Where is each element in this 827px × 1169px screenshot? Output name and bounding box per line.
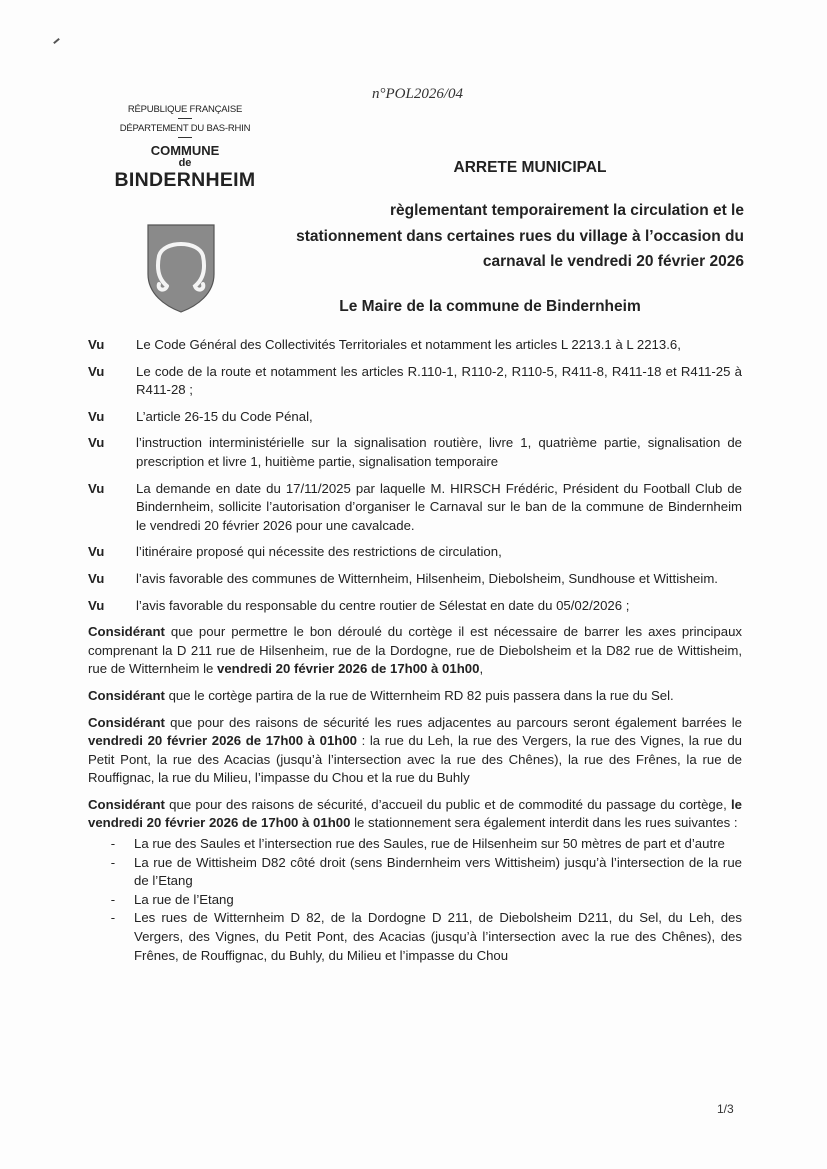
vu-label: Vu <box>88 435 105 451</box>
bullet: - <box>110 891 116 907</box>
considerant-date: vendredi 20 février 2026 de 17h00 à 01h00 <box>88 733 358 749</box>
considerant-text: que pour des raisons de sécurité, d’accueil du public et de commodité du passage du cortège, <box>164 796 731 812</box>
authority-heading: Le Maire de la commune de Bindernheim <box>339 298 641 315</box>
vu-label: Vu <box>88 363 105 379</box>
document-title: ARRETE MUNICIPAL <box>453 159 607 176</box>
considerant-label: Considérant <box>88 714 165 730</box>
vu-item <box>88 597 742 616</box>
considerant-paragraph <box>88 623 742 679</box>
reference-number: n°POL2026/04 <box>372 86 464 102</box>
vu-item <box>88 336 742 355</box>
vu-text: l’avis favorable des communes de Witternheim, Hilsenheim, Diebolsheim, Sundhouse et Wittisheim. <box>136 570 718 586</box>
page-number: 1/3 <box>717 1102 734 1116</box>
considerant-label: Considérant <box>88 687 165 703</box>
divider <box>178 137 192 138</box>
commune-header <box>90 104 280 191</box>
parking-ban-list <box>88 835 742 965</box>
commune-name: BINDERNHEIM <box>114 169 256 191</box>
vu-label: Vu <box>88 480 105 496</box>
list-item-text: La rue de Wittisheim D82 côté droit (sens Bindernheim vers Wittisheim) jusqu’à l’intersection de la rue de l’Etang <box>134 854 742 889</box>
vu-label: Vu <box>88 337 105 352</box>
document-body <box>88 336 742 965</box>
vu-item <box>88 480 742 536</box>
scan-artifact <box>53 38 60 44</box>
department-label: DÉPARTEMENT DU BAS-RHIN <box>119 123 251 134</box>
considerant-paragraph <box>88 687 742 706</box>
considerant-paragraph <box>88 796 742 833</box>
list-item <box>88 891 742 910</box>
list-item <box>88 854 742 891</box>
vu-item <box>88 570 742 589</box>
vu-label: Vu <box>88 408 105 424</box>
vu-item <box>88 408 742 427</box>
considerant-label: Considérant <box>88 624 165 640</box>
vu-label: Vu <box>88 570 105 586</box>
vu-label: Vu <box>88 597 105 613</box>
commune-de: de <box>178 157 192 169</box>
list-item <box>88 835 742 854</box>
considerant-date: le vendredi 20 février 2026 de 17h00 à 01h00 <box>88 796 742 831</box>
vu-text: L’article 26-15 du Code Pénal, <box>136 408 313 424</box>
vu-text: Le Code Général des Collectivités Territoriales et notamment les articles L 2213.1 à L 2213.6, <box>136 337 681 352</box>
commune-label: COMMUNE <box>150 143 220 158</box>
bullet: - <box>110 854 116 870</box>
considerant-text: , <box>479 661 484 677</box>
list-item-text: La rue de l’Etang <box>134 891 234 907</box>
list-item-text: Les rues de Witternheim D 82, de la Dordogne D 211, de Diebolsheim D211, du Sel, du Leh, des Vergers, des Vignes, du Petit Pont, des Acacias (jusqu’à l’intersection avec la rue des Chênes), des Frênes, de Rouffignac, du Buhly, du Milieu et l’impasse du Chou <box>134 910 742 963</box>
republic-label: RÉPUBLIQUE FRANÇAISE <box>127 104 243 115</box>
vu-item <box>88 434 742 471</box>
vu-text: La demande en date du 17/11/2025 par laquelle M. HIRSCH Frédéric, Président du Football Club de Bindernheim, sollicite l’autorisation d’organiser le Carnaval sur le ban de la commune de Bindernheim le vendredi 20 février 2026 pour une cavalcade. <box>136 480 742 533</box>
considerant-text: le stationnement sera également interdit dans les rues suivantes : <box>350 815 738 831</box>
document-subtitle: règlementant temporairement la circulation et le stationnement dans certaines rues du village à l’occasion du carnaval le vendredi 20 février 2026 <box>296 202 744 270</box>
considerant-text: que pour permettre le bon déroulé du cortège il est nécessaire de barrer les axes principaux comprenant la D 211 rue de Hilsenheim, rue de la Dordogne, rue de Diebolsheim et la D82 rue de Wittisheim, rue de Witternheim le <box>88 624 742 677</box>
considerant-date: vendredi 20 février 2026 de 17h00 à 01h00 <box>217 661 480 677</box>
considerant-paragraph <box>88 714 742 788</box>
vu-item <box>88 363 742 400</box>
vu-text: l’instruction interministérielle sur la signalisation routière, livre 1, quatrième partie, signalisation de prescription et livre 1, huitième partie, signalisation temporaire <box>136 435 742 469</box>
vu-label: Vu <box>88 544 105 560</box>
list-item-text: La rue des Saules et l’intersection rue des Saules, rue de Hilsenheim sur 50 mètres de part et d’autre <box>134 836 725 852</box>
coat-of-arms-icon <box>145 222 217 314</box>
considerant-text: que le cortège partira de la rue de Witternheim RD 82 puis passera dans la rue du Sel. <box>164 687 674 703</box>
considerant-text: : la rue du Leh, la rue des Vergers, la rue des Vignes, la rue du Petit Pont, la rue des Acacias (jusqu’à l’intersection avec la rue des Chênes), la rue des Frênes, la rue de Rouffignac, la rue du Milieu, l’impasse du Chou et la rue du Buhly <box>88 733 742 786</box>
vu-item <box>88 543 742 562</box>
bullet: - <box>110 836 116 852</box>
considerant-text: que pour des raisons de sécurité les rues adjacentes au parcours seront également barrées le <box>164 714 742 730</box>
vu-text: Le code de la route et notamment les articles R.110-1, R110-2, R110-5, R411-8, R411-18 et R411-25 à R411-28 ; <box>136 363 742 398</box>
vu-text: l’itinéraire proposé qui nécessite des restrictions de circulation, <box>136 544 502 560</box>
list-item <box>88 909 742 965</box>
bullet: - <box>110 910 116 926</box>
vu-text: l’avis favorable du responsable du centre routier de Sélestat en date du 05/02/2026 ; <box>136 597 630 613</box>
considerant-label: Considérant <box>88 796 165 812</box>
divider <box>178 118 192 119</box>
